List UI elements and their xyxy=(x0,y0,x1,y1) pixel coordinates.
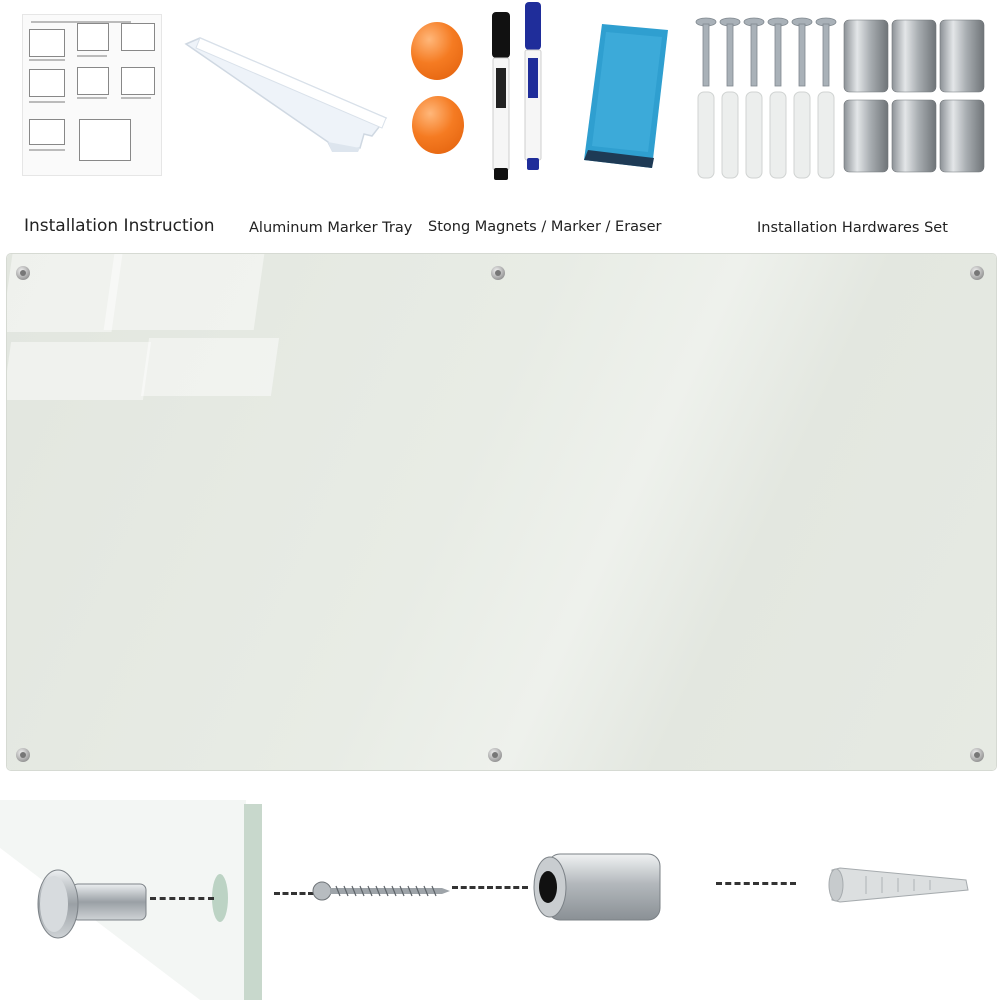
reflection-pane xyxy=(141,338,279,396)
assembly-dashed-line xyxy=(452,886,528,889)
marker-tray-label: Aluminum Marker Tray xyxy=(249,220,413,236)
corner-standoff xyxy=(970,748,984,762)
eraser-image xyxy=(582,20,674,172)
magnets-marker-eraser-label: Stong Magnets / Marker / Eraser xyxy=(428,219,662,235)
corner-standoff xyxy=(16,748,30,762)
corner-standoff xyxy=(491,266,505,280)
installation-instruction-label: Installation Instruction xyxy=(24,216,215,236)
corner-standoff xyxy=(970,266,984,280)
screws-and-anchors-image xyxy=(694,16,838,182)
reflection-pane xyxy=(104,254,265,330)
wall-anchor-image xyxy=(826,866,970,906)
assembly-dashed-line xyxy=(274,892,314,895)
marker-tray-image xyxy=(182,36,392,154)
corner-standoff xyxy=(488,748,502,762)
glass-whiteboard xyxy=(7,254,996,770)
black-marker-image xyxy=(490,12,514,182)
orange-magnet-top xyxy=(411,22,463,80)
reflection-pane xyxy=(7,342,151,400)
standoff-barrel-image xyxy=(528,852,666,922)
hardware-set-label: Installation Hardwares Set xyxy=(757,220,948,236)
orange-magnet-bottom xyxy=(412,96,464,154)
assembly-dashed-line xyxy=(716,882,796,885)
blue-marker-image xyxy=(522,2,546,174)
standoff-cap-image xyxy=(32,866,150,942)
standoff-cylinders-image xyxy=(842,16,990,174)
corner-standoff xyxy=(16,266,30,280)
instruction-sheet-image xyxy=(22,14,162,176)
assembly-dashed-line xyxy=(150,897,214,900)
screw-image xyxy=(312,878,450,904)
